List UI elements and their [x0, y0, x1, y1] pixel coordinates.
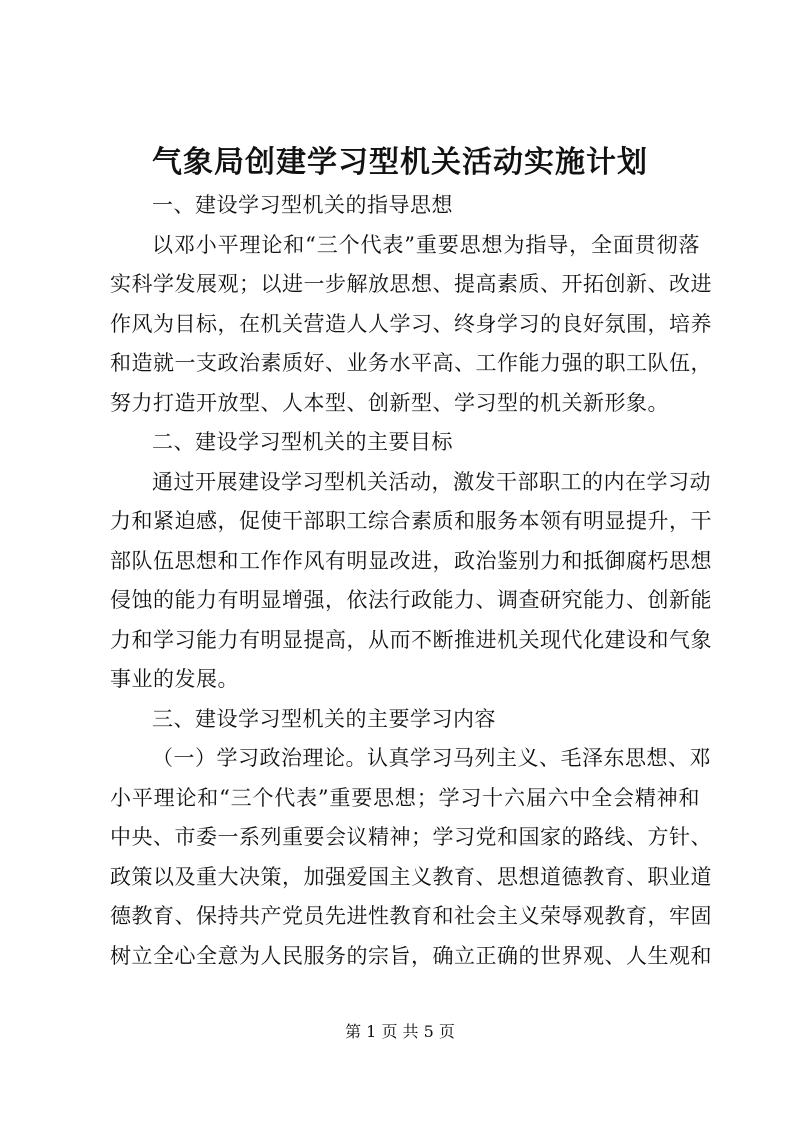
paragraph-line: 作风为目标，在机关营造人人学习、终身学习的良好氛围，培养: [110, 311, 712, 336]
section-heading: 二、建设学习型机关的主要目标: [152, 430, 453, 454]
section-heading: 一、建设学习型机关的指导思想: [152, 193, 453, 217]
paragraph-line: 和造就一支政治素质好、业务水平高、工作能力强的职工队伍，: [110, 351, 712, 375]
paragraph-line: 中央、市委一系列重要会议精神；学习党和国家的路线、方针、: [110, 825, 712, 849]
paragraph-line: 树立全心全意为人民服务的宗旨，确立正确的世界观、人生观和: [110, 943, 712, 968]
section-heading: 三、建设学习型机关的主要学习内容: [152, 706, 496, 731]
paragraph-line: 以邓小平理论和“三个代表”重要思想为指导，全面贯彻落: [152, 232, 700, 257]
paragraph-line: 德教育、保持共产党员先进性教育和社会主义荣辱观教育，牢固: [110, 904, 712, 928]
paragraph-line: 力和紧迫感，促使干部职工综合素质和服务本领有明显提升，干: [110, 509, 712, 533]
paragraph-line: 事业的发展。: [110, 667, 239, 691]
paragraph-line: 政策以及重大决策，加强爱国主义教育、思想道德教育、职业道: [110, 864, 712, 889]
paragraph-line: 力和学习能力有明显提高，从而不断推进机关现代化建设和气象: [110, 627, 712, 652]
paragraph-line: 通过开展建设学习型机关活动，激发干部职工的内在学习动: [152, 469, 711, 494]
document-title: 气象局创建学习型机关活动实施计划: [152, 145, 648, 180]
paragraph-line: 小平理论和“三个代表”重要思想；学习十六届六中全会精神和: [110, 785, 700, 810]
paragraph-line: 努力打造开放型、人本型、创新型、学习型的机关新形象。: [110, 390, 669, 415]
paragraph-line: 部队伍思想和工作作风有明显改进，政治鉴别力和抵御腐朽思想: [110, 548, 712, 573]
document-body: [110, 186, 712, 976]
paragraph-line: 侵蚀的能力有明显增强，依法行政能力、调查研究能力、创新能: [110, 588, 712, 612]
paragraph-line: 实科学发展观；以进一步解放思想、提高素质、开拓创新、改进: [110, 272, 712, 296]
paragraph-line: （一）学习政治理论。认真学习马列主义、毛泽东思想、邓: [152, 746, 711, 770]
page-footer: 第 1 页 共 5 页: [345, 1022, 455, 1041]
